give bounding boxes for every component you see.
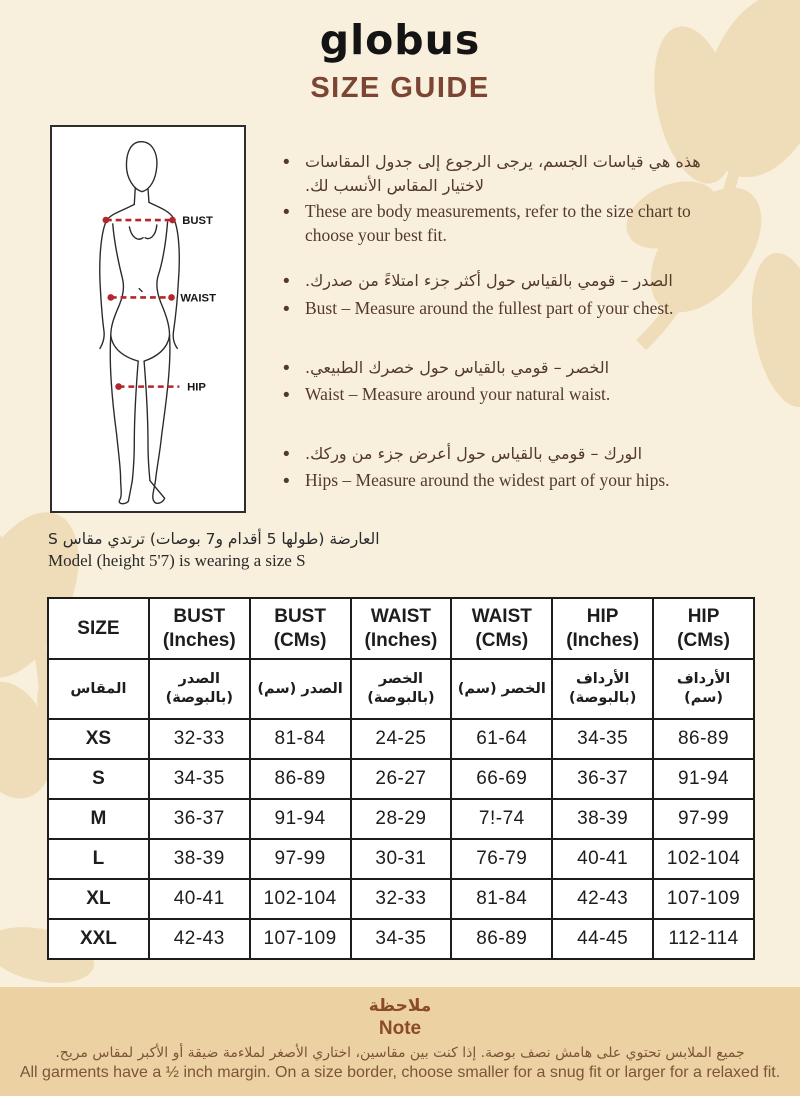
table-cell: 61-64 <box>451 719 552 759</box>
table-cell: 40-41 <box>552 839 653 879</box>
size-label: XXL <box>48 919 149 959</box>
header-hip-inches: HIP (Inches) <box>552 598 653 659</box>
table-cell: 112-114 <box>653 919 754 959</box>
table-cell: 66-69 <box>451 759 552 799</box>
table-cell: 34-35 <box>351 919 452 959</box>
table-cell: 24-25 <box>351 719 452 759</box>
model-info <box>48 530 548 571</box>
header-bust-cms-ar: الصدر (سم) <box>250 659 351 719</box>
table-cell: 76-79 <box>451 839 552 879</box>
table-row-xxl <box>48 919 754 959</box>
header-waist-cms-ar: الخصر (سم) <box>451 659 552 719</box>
size-label: S <box>48 759 149 799</box>
instruction-text-arabic: الخصر – قومي بالقياس حول خصرك الطبيعي. <box>305 357 610 377</box>
table-cell: 91-94 <box>250 799 351 839</box>
table-cell: 32-33 <box>149 719 250 759</box>
instruction-group-bust <box>283 269 729 322</box>
model-info-arabic: العارضة (طولها 5 أقدام و7 بوصات) ترتدي مقاس S <box>48 530 380 548</box>
bullet-icon: • <box>283 298 290 320</box>
table-row-m <box>48 799 754 839</box>
table-cell: 42-43 <box>149 919 250 959</box>
table-header-row-english <box>48 598 754 659</box>
table-row-xs <box>48 719 754 759</box>
table-cell: 38-39 <box>552 799 653 839</box>
table-cell: 32-33 <box>351 879 452 919</box>
size-label: XL <box>48 879 149 919</box>
table-cell: 7!-74 <box>451 799 552 839</box>
table-cell: 91-94 <box>653 759 754 799</box>
header-size: SIZE <box>48 598 149 659</box>
model-info-english: Model (height 5'7) is wearing a size S <box>48 551 306 570</box>
table-cell: 107-109 <box>250 919 351 959</box>
header-bust-cms: BUST (CMs) <box>250 598 351 659</box>
table-cell: 86-89 <box>451 919 552 959</box>
note-heading-english: Note <box>378 1018 422 1039</box>
table-row-l <box>48 839 754 879</box>
table-cell: 34-35 <box>149 759 250 799</box>
bullet-icon: • <box>283 357 290 379</box>
bullet-icon: • <box>283 202 290 223</box>
instruction-text-english: Waist – Measure around your natural waist. <box>305 384 611 405</box>
body-measurement-diagram <box>50 125 246 513</box>
instruction-group-waist <box>283 356 729 409</box>
hip-line-label: HIP <box>187 381 206 394</box>
header-hip-cms-ar: الأرداف (سم) <box>653 659 754 719</box>
table-cell: 36-37 <box>149 799 250 839</box>
table-cell: 42-43 <box>552 879 653 919</box>
table-cell: 36-37 <box>552 759 653 799</box>
table-cell: 44-45 <box>552 919 653 959</box>
bullet-icon: • <box>283 271 290 293</box>
bullet-icon: • <box>283 443 290 465</box>
table-cell: 28-29 <box>351 799 452 839</box>
table-cell: 34-35 <box>552 719 653 759</box>
table-cell: 107-109 <box>653 879 754 919</box>
bullet-icon: • <box>283 471 290 493</box>
header-waist-inches: WAIST (Inches) <box>351 598 452 659</box>
instruction-text-arabic: هذه هي قياسات الجسم، يرجى الرجوع إلى جدول المقاسات لاختيار المقاس الأنسب لك. <box>305 152 701 195</box>
table-cell: 102-104 <box>250 879 351 919</box>
header-bust-inches: BUST (Inches) <box>149 598 250 659</box>
table-cell: 81-84 <box>250 719 351 759</box>
table-cell: 81-84 <box>451 879 552 919</box>
header-hip-inches-ar: الأرداف (بالبوصة) <box>552 659 653 719</box>
table-cell: 38-39 <box>149 839 250 879</box>
instruction-group-general <box>283 150 729 247</box>
header-size-ar: المقاس <box>48 659 149 719</box>
header-bust-inches-ar: الصدر (بالبوصة) <box>149 659 250 719</box>
size-chart-table <box>47 597 755 960</box>
bullet-icon: • <box>283 385 290 407</box>
table-row-s <box>48 759 754 799</box>
header-waist-cms: WAIST (CMs) <box>451 598 552 659</box>
header-hip-cms: HIP (CMs) <box>653 598 754 659</box>
table-row-xl <box>48 879 754 919</box>
instruction-text-arabic: الورك – قومي بالقياس حول أعرض جزء من وركك. <box>305 443 643 463</box>
measurement-instructions <box>283 150 729 517</box>
size-label: L <box>48 839 149 879</box>
table-cell: 40-41 <box>149 879 250 919</box>
instruction-text-arabic: الصدر – قومي بالقياس حول أكثر جزء امتلاءً من صدرك. <box>305 271 673 291</box>
bust-line-label: BUST <box>182 214 213 227</box>
instruction-text-english: These are body measurements, refer to the size chart to choose your best fit. <box>305 201 691 245</box>
size-label: XS <box>48 719 149 759</box>
table-cell: 102-104 <box>653 839 754 879</box>
size-label: M <box>48 799 149 839</box>
table-header-row-arabic <box>48 659 754 719</box>
instruction-group-hip <box>283 442 729 495</box>
note-body-arabic: جميع الملابس تحتوي على هامش نصف بوصة. إذا كنت بين مقاسين، اختاري الأصغر لملاءمة ضيقة أو الأكبر لمقاس مريح. <box>55 1045 745 1061</box>
table-cell: 97-99 <box>250 839 351 879</box>
table-cell: 30-31 <box>351 839 452 879</box>
table-cell: 86-89 <box>653 719 754 759</box>
table-cell: 86-89 <box>250 759 351 799</box>
header-waist-inches-ar: الخصر (بالبوصة) <box>351 659 452 719</box>
measurement-lines <box>103 217 180 390</box>
note-section <box>0 987 800 1096</box>
brand-logo: globus <box>319 16 481 64</box>
table-cell: 26-27 <box>351 759 452 799</box>
female-figure-outline <box>100 142 180 504</box>
instruction-text-english: Bust – Measure around the fullest part of your chest. <box>305 297 674 318</box>
note-heading-arabic: ملاحظة <box>368 996 432 1016</box>
instruction-text-english: Hips – Measure around the widest part of your hips. <box>305 470 670 491</box>
table-cell: 97-99 <box>653 799 754 839</box>
page-title: SIZE GUIDE <box>310 72 490 104</box>
bullet-icon: • <box>283 152 290 173</box>
note-body-english: All garments have a ½ inch margin. On a size border, choose smaller for a snug fit or larger for a relaxed fit. <box>19 1064 781 1081</box>
waist-line-label: WAIST <box>180 292 216 305</box>
